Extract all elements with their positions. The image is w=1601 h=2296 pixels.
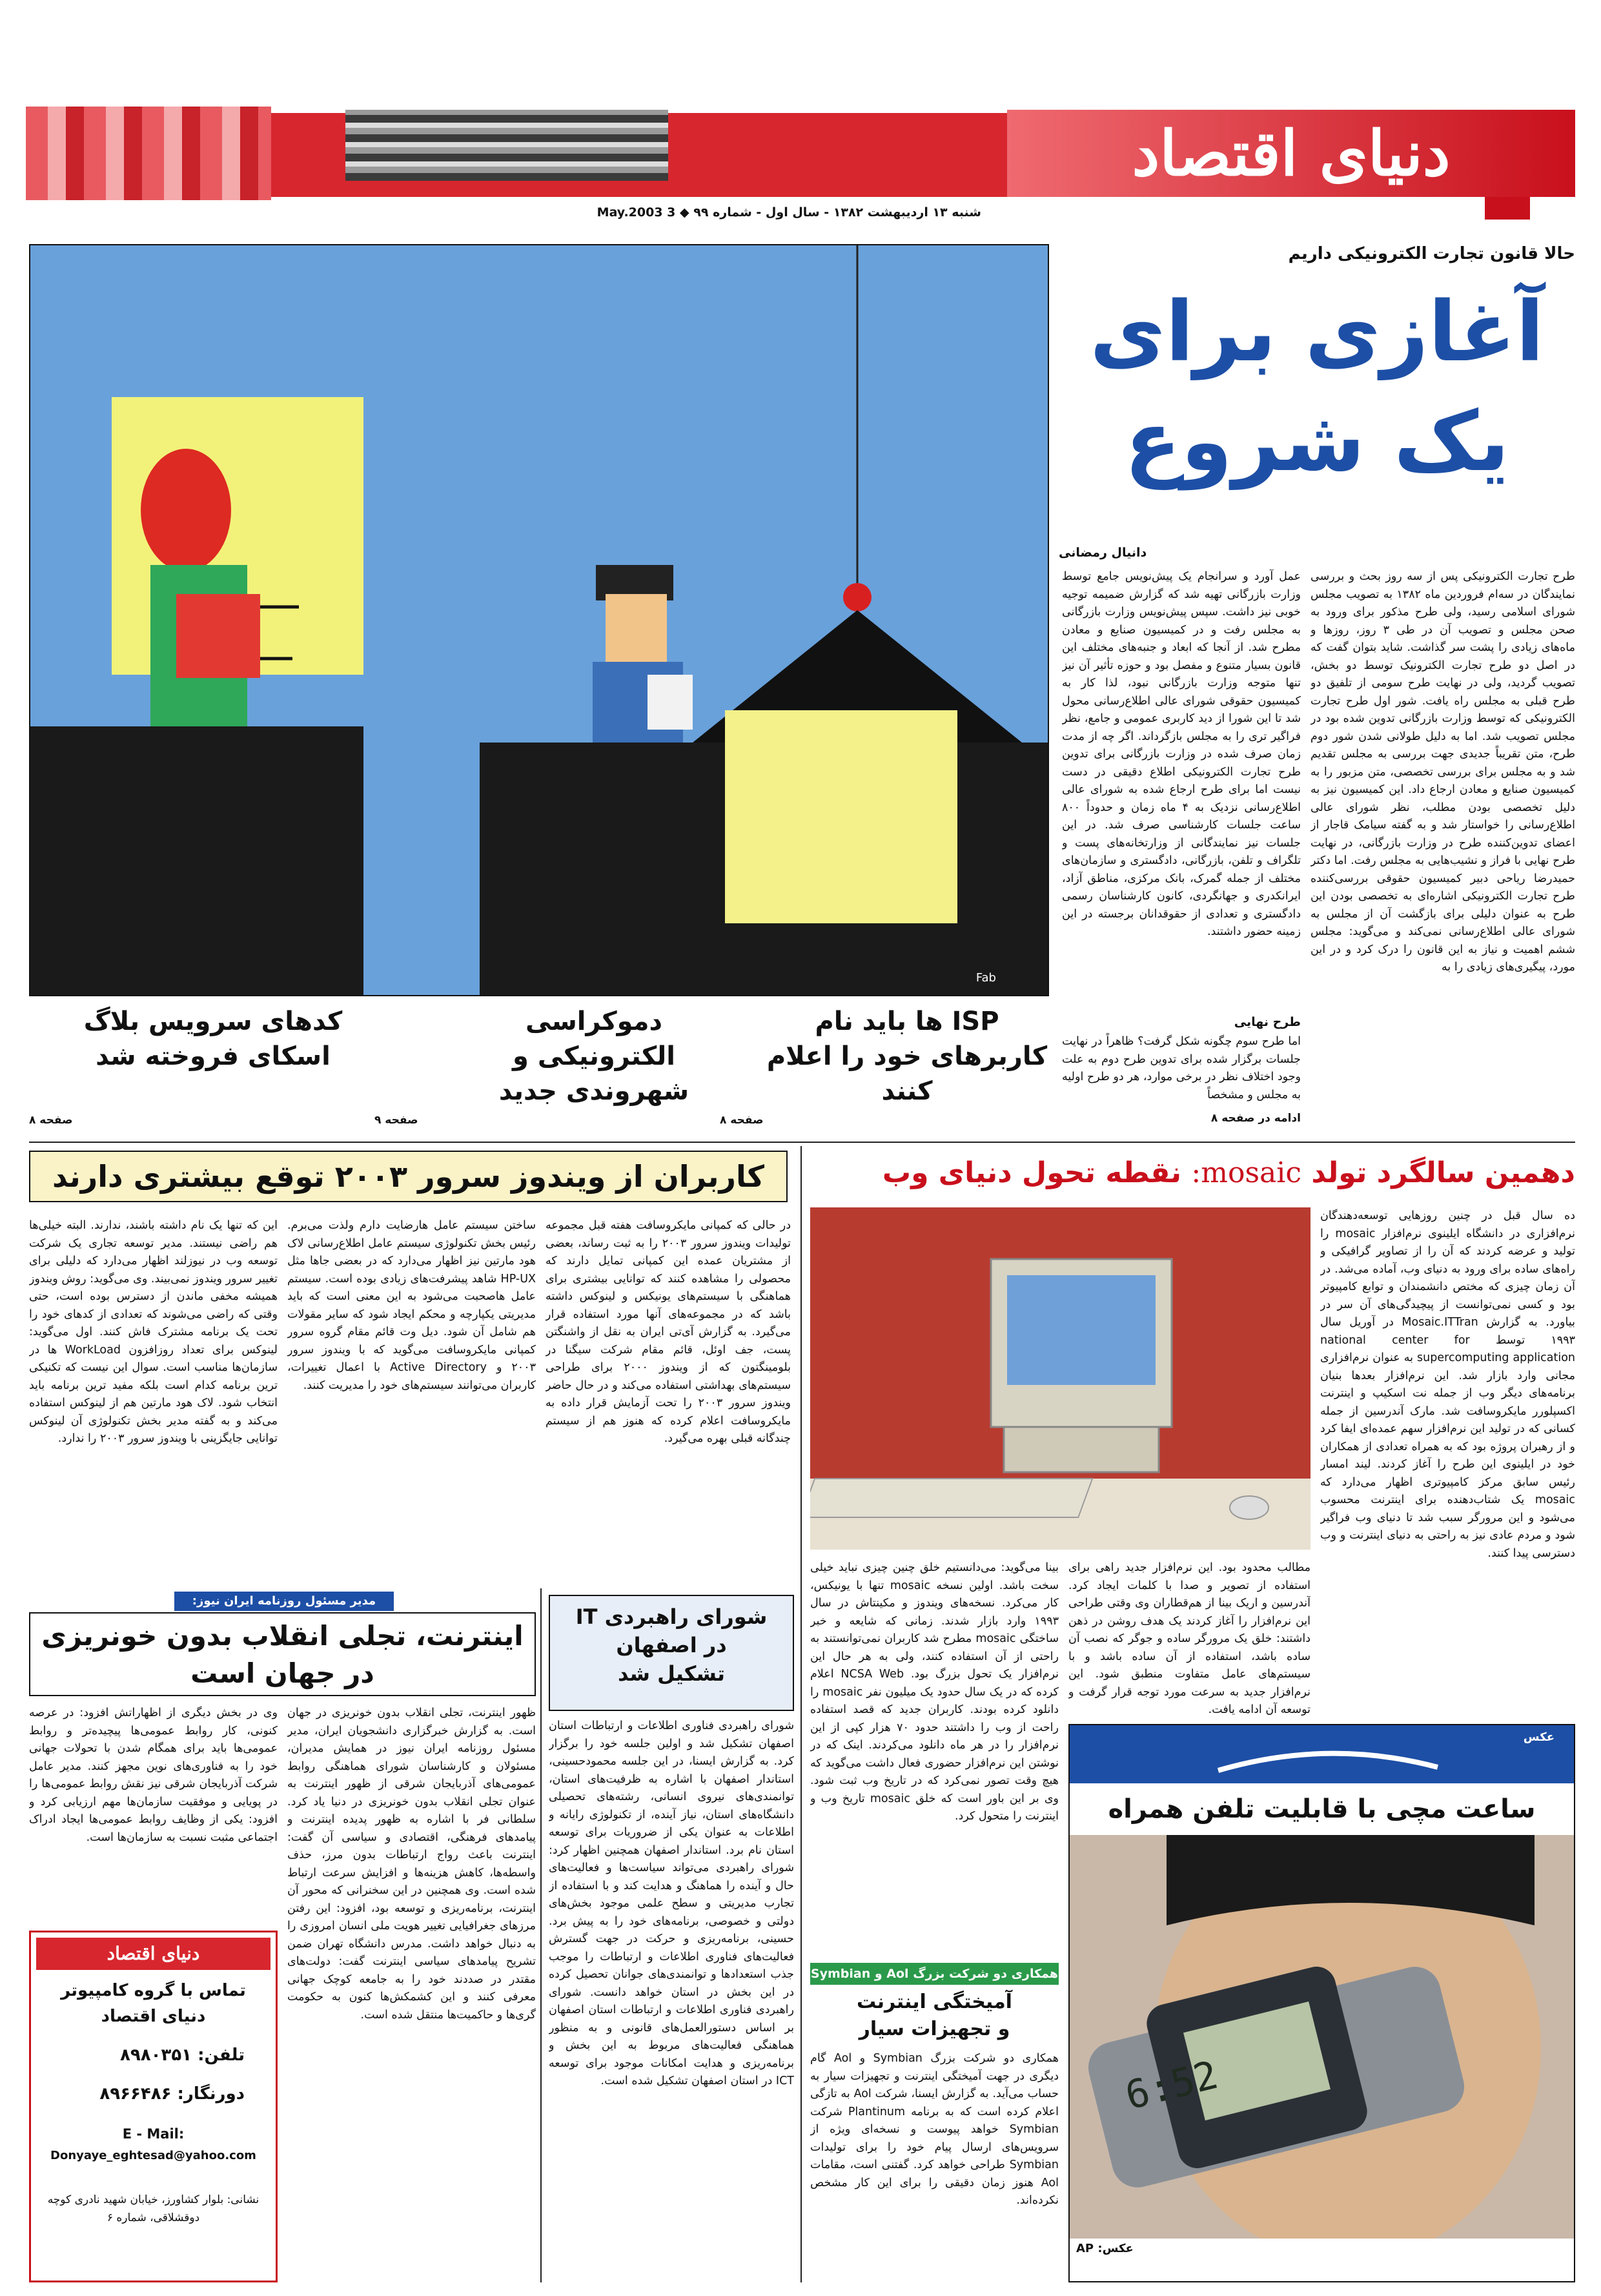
iran-news-headline — [29, 1612, 536, 1696]
contact-box — [29, 1931, 278, 2282]
figure-red-head — [141, 449, 231, 571]
lead-continued[interactable]: ادامه در صفحه ۸ — [1210, 1112, 1301, 1125]
watch-photo — [1070, 1835, 1574, 2239]
computer-keyboard — [810, 1479, 1092, 1517]
contact-title-line2: دنیای اقتصاد — [101, 2007, 206, 2026]
contact-address: نشانی: بلوار کشاورز، خیابان شهید نادری کوچه دوقشلاقی، شماره ۶ — [47, 2193, 260, 2224]
lead-subhead: طرح نهایی — [1234, 1015, 1301, 1029]
lead-col-left: عمل آورد و سرانجام یک پیش‌نویس جامع توسط وزارت بازرگانی تهیه شد که گزارش ضمیمه توجیه خوبی نیز داشت. سپس پیش‌نویس وزارت بازرگانی به مجلس رفت و در کمیسیون صنایع و معادن مطرح شد. از آنجا که ابعاد و جنبه‌های مختلف این قانون بسیار متنوع و مفصل بود و حوزه تأثیر آن نیز تنها متوجه وزارت بازرگانی نبود، لذا کار به کمیسیون حقوقی شورای عالی اطلاع‌رسانی محول شد تا این شورا از دید کاربری عمومی و جامع، نظر فراگیر تری را به مجلس بازگرداند. اگر چه از مدت زمان صرف شده در وزارت بازرگانی برای تدوین طرح تجارت الکترونیکی اطلاع دقیقی در دست نیست اما برای طرح ارجاع شده به شورای عالی اطلاع‌رسانی نزدیک به ۴ ماه زمان و حدوداً ۸۰۰ ساعت جلسات کارشناسی صرف شد. در این جلسات نیز نمایندگانی از وزارتخانه‌های پست و تلگراف و تلفن، بازرگانی، دادگستری و سازمان‌های مختلف از جمله گمرک، بانک مرکزی، مناطق آزاد، ایرانکدری و جهانگردی، کانون کارشناسان رسمی دادگستری و تعدادی از حقوقدانان برجسته در این زمینه حضور داشتند. — [1062, 570, 1301, 938]
dateline: شنبه ۱۳ اردیبهشت ۱۳۸۲ - سال اول - شماره ۹۹ ◆ 3 May.2003 — [597, 205, 981, 220]
teaser-democracy-title: دموکراسی الکترونیکی و شهروندی جدید — [498, 1007, 689, 1106]
figure-red-document — [176, 594, 260, 678]
computer-mouse — [1230, 1496, 1269, 1519]
lead-col-right: طرح تجارت الکترونیکی پس از سه روز بحث و بررسی نمایندگان در سه‌ام فروردین ماه ۱۳۸۲ به تصویب مجلس شورای اسلامی رسید، ولی طرح مذکور برای ورود به صحن مجلس و تصویب آن در طی ۳ روز، روزها و ماه‌های زیادی را پشت سر گذاشت. شاید بتوان گفت که در اصل دو طرح تجارت الکترونیک توسط دو بخش، تصویب گردید، ولی در نهایت طرح سومی از تلفیق دو طرح قبلی به مجلس راه یافت. شور اول طرح تجارت الکترونیکی که توسط وزارت بازرگانی تدوین شده بود در مجلس تصویب شد. اما به دلیل طولانی شدن شور دوم طرح، متن تقریباً جدیدی جهت بررسی به مجلس تقدیم شد و به مجلس برای بررسی تخصصی، متن مزبور را به کمیسیون صنایع و معادن ارجاع داد. این کمیسیون نیز به دلیل تخصصی بودن مطلب، نظر شورای عالی اطلاع‌رسانی را خواستار شد و به گفته سیامک قاجار از اعضای تدوین‌کننده طرح در وزارت بازرگانی، در نهایت طرح نهایی با فراز و نشیب‌هایی به مجلس رفت. اما دکتر حمیدرضا ریاحی دبیر کمیسیون حقوقی بررسی‌کننده طرح تجارت الکترونیکی اشاره‌ای به تخصصی بودن این طرح به عنوان دلیلی برای بازگشت آن از مجلس به شورای عالی اطلاع‌رسانی نمی‌کند و می‌گوید: مجلس ششم اهمیت و نیاز به این قانون را درک کرد و در این مورد، پیگیری‌های زیادی را به — [1310, 570, 1575, 974]
contact-email-label: E - Mail: — [122, 2126, 185, 2142]
mosaic-headline-prefix: دهمین سالگرد تولد — [1311, 1156, 1575, 1189]
lead-headline — [1059, 278, 1575, 549]
mosaic-photo-svg — [810, 1207, 1310, 1550]
contact-logo-text: دنیای اقتصاد — [107, 1943, 200, 1964]
lead-byline: دانیال رمضانی — [1059, 546, 1147, 560]
teaser-isp-page[interactable]: صفحه ۸ — [720, 1114, 764, 1127]
iran-news-headline-line1: اینترنت، تجلی انقلاب بدون خونریزی — [41, 1620, 524, 1652]
contact-fax: دورنگار: ۸۹۶۶۴۸۶ — [99, 2084, 245, 2104]
teaser-democracy[interactable] — [445, 1004, 742, 1136]
windows-col2: ساختن سیستم عامل هارضایت دارم ولذت می‌برم. رئیس بخش تکنولوژی سیستم عامل اطلاع‌رسانی لاک هود مارتین نیز اظهار می‌دارد که در بعضی جاها مثل HP-UX شاهد پیشرفت‌های زیادی بوده است. سیستم عامل هاصحبت می‌شود به این معنی است که باید مدیریتی یکپارچه و محکم ایجاد شود که سایر مقولات هم شامل آن شود. دیل وت قائم مقام گروه سرور کمپانی مایکروسافت می‌گوید که با ویندوز سرور ۲۰۰۳ و Active Directory با اعمال تغییرات، کاربران می‌توانند سیستم‌های خود را مدیریت کنند. — [287, 1219, 536, 1392]
iran-news-col1: ظهور اینترنت، تجلی انقلاب بدون خونریزی در جهان است. به گزارش خبرگزاری دانشجویان ایران، مدیر مسئول روزنامه ایران نیوز در همایش مدیران، مسئولان و کارشناسان شورای هماهنگی روابط عمومی‌های آذربایجان شرقی از ظهور اینترنت به عنوان تجلی انقلاب بدون خونریزی در دنیا یاد کرد. سلطانی فر با اشاره به ظهور پدیده اینترنت و پیامدهای فرهنگی، اقتصادی و سیاسی آن گفت: اینترنت باعث رواج ارتباطات بدون مرز، حذف واسطه‌ها، کاهش هزینه‌ها و افزایش سرعت ارتباط شده است. وی همچنین در این سخنرانی که محور آن اینترنت، برنامه‌ریزی و توسعه بود، افزود: این رفتن مرزهای جغرافیایی تغییر هویت ملی انسان امروزی را به دنبال خواهد داشت. مدرس دانشگاه تهران ضمن تشریح پیامدهای سیاسی اینترنت گفت: دولت‌های مقتدر در صددند خود را به جامعه کوچک جهانی معرفی کنند و این کشمکش‌ها کنون به حکومت گری‌ها و حاکمیت‌ها منتقل شده است. — [287, 1707, 536, 2022]
masthead — [0, 0, 1601, 239]
contact-email[interactable]: Donyaye_eghtesad@yahoo.com — [50, 2149, 256, 2162]
teaser-democracy-page[interactable]: صفحه ۹ — [374, 1114, 418, 1127]
figure-face — [606, 594, 667, 665]
mosaic-headline-suffix: نقطه تحول دنیای وب — [882, 1156, 1182, 1189]
red-bulb — [843, 583, 872, 611]
mosaic-headline — [810, 1151, 1575, 1196]
mosaic-headline-word: mosaic: — [1191, 1156, 1301, 1189]
contact-phone: تلفن: ۸۹۸۰۳۵۱ — [119, 2045, 245, 2065]
watch-box — [1068, 1724, 1575, 2282]
masthead-ad-block — [345, 110, 668, 181]
symbian-headline — [810, 1989, 1059, 2047]
lead-headline-line1: آغازی برای — [1090, 284, 1544, 380]
teaser-isp-title: ISP ها باید نام کاربرهای خود را اعلام کنند — [766, 1007, 1048, 1106]
iran-news-col2: وی در بخش دیگری از اظهاراتش افزود: در عرصه کنونی، کار روابط عمومی‌ها پیچیده‌تر و روابط عمومی‌ها باید برای همگام شدن با تحولات جهانی خود را به فناوری‌های نوین مجهز کنند. مدیر عامل شرکت آذربایجان شرقی نیز نقش روابط عمومی‌ها را در پویایی و موفقیت سازمان‌ها مهم ارزیابی کرد و افزود: یکی از وظایف روابط عمومی‌ها ایجاد ادراک اجتماعی مثبت نسبت به سازمان‌ها است. — [29, 1707, 278, 1844]
computer-case — [1004, 1427, 1159, 1472]
contact-logo-bar — [36, 1938, 270, 1970]
watch-display: 6:52 — [1121, 2052, 1223, 2119]
mosaic-col1: ده سال قبل در چنین روزهایی توسعه‌دهندگان نرم‌افزاری در دانشگاه ایلینوی نرم‌افزار mosaic را تولید و عرضه کردند که آن را از تصاویر گرافیکی و راه‌های ساده برای ورود به دنیای وب، آماده می‌شد. در آن زمان چیزی که مختص دانشمندان و توابع کامپیوتر بود و کسی نمی‌توانست از پیچیدگی‌های آن سر در بیاورد. به گزارش Mosaic.ITTran در آوریل سال ۱۹۹۳ توسط national center for supercomputing application به عنوان نرم‌افزاری مجانی وارد بازار شد. این نرم‌افزار بعدها بنیان برنامه‌های دیگر وب از جمله نت اسکیپ و اینترنت اکسپلورر مایکروسافت شد. مارک آندرسین از جمله کسانی که در تولید این نرم‌افزار سهم عمده‌ای ایفا کرد و از رهبران پروژه بود که به همراه تعدادی از همکاران خود در ایلینوی این طرح را آغاز کردند. لیند امسار رئیس سابق مرکز کامپیوتری اظهار می‌دارد که mosaic یک شتاب‌دهنده برای اینترنت محسوب می‌شود و این مرورگر سبب شد تا دنیای وب فراگیر شود و مردم عادی نیز به راحتی به دنیای اینترنت و وب دسترسی پیدا کنند. — [1320, 1209, 1575, 1560]
computer-screen — [1007, 1275, 1156, 1385]
mosaic-photo — [810, 1207, 1310, 1550]
symbian-headline-line1: آمیختگی اینترنت — [857, 1991, 1012, 2013]
symbian-bar: همکاری دو شرکت بزرگ Aol و Symbian — [810, 1963, 1059, 1985]
isfahan-headline-line1: شورای راهبردی IT — [575, 1604, 768, 1629]
lead-illustration — [29, 244, 1049, 996]
teaser-blog-page[interactable]: صفحه ۸ — [29, 1114, 73, 1127]
windows-headline: کاربران از ویندوز سرور ۲۰۰۳ توقع بیشتری دارند — [29, 1151, 788, 1202]
iran-news-headline-line2: در جهان است — [190, 1657, 374, 1689]
lead-kicker: حالا قانون تجارت الکترونیکی داریم — [1288, 244, 1575, 263]
illustration-svg — [29, 245, 1048, 996]
iran-news-label: مدیر مسئول روزنامه ایران نیوز: — [174, 1592, 394, 1611]
symbian-headline-line2: و تجهیزات سیار — [859, 2018, 1010, 2040]
teaser-blog-title: کدهای سرویس بلاگ اسکای فروخته شد — [83, 1007, 343, 1071]
masthead-left-logo — [26, 107, 271, 200]
windows-col3: این که تنها یک نام داشته باشند، ندارند. البته خیلی‌ها هم راضی نیستند. مدیر توسعه تجاری یک شرکت توسعه وب در نیوزلند اظهار می‌دارد که دلیلی برای تغییر سرور ویندوز نمی‌بیند. وی می‌گوید: روش ویندوز همیشه مخفی ماندن از دسترس بوده است، حتی وقتی که راضی می‌شوند که تعدادی از کدهای خود را تحت یک برنامه مشترک فاش کنند. اول می‌گوید: لینوکس برای تعداد روزافزون WorkLoad ها در سازمان‌ها مناسب است. سوال این نیست که تکنیکی ترین برنامه کدام است بلکه مفید ترین برنامه باید انتخاب شود. لاک هود مارتین هم از لینوکس استفاده می‌کند و به گفته مدیر بخش تکنولوژی آن لینوکس توانایی جایگزینی با ویندوز سرور ۲۰۰۳ را ندارد. — [29, 1219, 278, 1445]
divider-mosaic-windows — [800, 1146, 802, 2282]
lead-col-left-end: اما طرح سوم چگونه شکل گرفت؟ ظاهراً در نهایت جلسات برگزار شده برای تدوین طرح دوم به علت وجود اختلاف نظر در برخی موارد، هر دو طرح اولیه به مجلس و مشخصاً — [1062, 1035, 1301, 1102]
teaser-isp[interactable] — [759, 1004, 1055, 1136]
lead-headline-line2: یک شروع — [1124, 394, 1510, 490]
contact-title — [36, 1978, 270, 2036]
watch-swoosh — [1212, 1745, 1444, 1777]
masthead-logo-text: دنیای اقتصاد — [1132, 117, 1451, 190]
masthead-logo — [1007, 84, 1575, 220]
isfahan-headline — [549, 1595, 794, 1711]
illustration-signature: Fab — [975, 971, 996, 985]
isfahan-headline-line2: در اصفهان — [616, 1633, 727, 1657]
left-pillar — [29, 726, 363, 996]
watch-photo-svg — [1070, 1835, 1574, 2239]
symbian-body: همکاری دو شرکت بزرگ Symbian و Aol گام دیگری در جهت آمیختگی اینترنت و تجهیزات سیار به حساب می‌آید. به گزارش ایسنا، شرکت Aol به تازگی اعلام کرده است که به برنامه Plantinum شرکت Symbian خواهد پیوست و نسخه‌ای ویژه از سرویس‌های ارسال پیام خود را برای تولیدات Symbian طراحی خواهد کرد. گفتنی است، مقامات Aol هنوز زمان دقیقی را برای این کار مشخص نکرده‌اند. — [810, 2052, 1059, 2207]
watch-credit: عکس: AP — [1076, 2242, 1134, 2255]
watch-tag-bar — [1070, 1725, 1574, 1783]
isfahan-col1: شورای راهبردی فناوری اطلاعات و ارتباطات استان اصفهان تشکیل شد و اولین جلسه خود را برگزار کرد. به گزارش ایسنا، در این جلسه محمودحسینی، استاندار اصفهان با اشاره به ظرفیت‌های استان، توانمندی‌های نیروی انسانی، رشته‌های تحصیلی دانشگاه‌های استان، نیاز آینده، از تکنولوژی رایانه و اطلاعات به عنوان یکی از ضروریات برای توسعه استان نام برد. استاندار اصفهان همچنین اظهار کرد: شورای راهبردی می‌تواند سیاست‌ها و فعالیت‌های حال و آینده را هماهنگ و هدایت کند و با استفاده از تجارب مدیریتی و سطح علمی موجود بخش‌های دولتی و خصوصی، برنامه‌های خود را به پیش برد. حسینی، برنامه‌ریزی و حرکت در جهت گسترش فعالیت‌های فناوری اطلاعات و ارتباطات را موجب جذب استعدادها و توانمندی‌های جوانان تحصیل کرده در این بخش در استان خواهد دانست. شورای راهبردی فناوری اطلاعات و ارتباطات استان اصفهان بر اساس دستورالعمل‌های قانونی و به منظور هماهنگی فعالیت‌های مربوط به این بخش و برنامه‌ریزی و هدایت امکانات موجود برای توسعه ICT در استان اصفهان تشکیل شده است. — [549, 1719, 794, 2087]
windows-col1: در حالی که کمپانی مایکروسافت هفته قبل مجموعه تولیدات ویندوز سرور ۲۰۰۳ را به ثبت رساند، بعضی از مشتریان عمده این کمپانی تمایل دارند که محصولی را مشاهده کنند که توانایی بیشتری برای هماهنگی با سیستم‌های یونیکس و لینوکس داشته باشد که در مجموعه‌های آنها مورد استفاده قرار می‌گیرد. به گزارش آی‌تی ایران به نقل از واشنگتن پست، جف اوئل، قائم مقام شرکت سیگنا در بلومینگتون که از ویندوز ۲۰۰۰ برای طراحی سیستم‌های بهداشتی استفاده می‌کند و در حال حاضر ویندوز سرور ۲۰۰۳ را تحت آزمایش قرار داده به مایکروسافت اعلام کرده که هنوز هم از سیستم چندگانه قبلی بهره می‌گیرد. — [546, 1219, 791, 1445]
divider-isfahan — [540, 1588, 542, 2282]
divider-teasers — [29, 1142, 1575, 1143]
watch-headline: ساعت مچی با قابلیت تلفن همراه — [1108, 1794, 1536, 1824]
watch-tag: عکس — [1523, 1730, 1555, 1744]
isfahan-headline-line3: تشکیل شد — [618, 1661, 725, 1686]
contact-title-line1: تماس با گروه کامپیوتر — [61, 1981, 246, 2000]
mosaic-col3: بینا می‌گوید: می‌دانستیم خلق چنین چیزی نباید خیلی سخت باشد. اولین نسخه mosaic تنها با یونیکس، کار می‌کرد. نسخه‌های ویندوز و مکینتاش در سال ۱۹۹۳ وارد بازار شدند. زمانی که شایعه و خبر ساختگی mosaic مطرح شد کاربران نمی‌توانستند به راحتی از آن استفاده کنند، ولی به هر حال این نرم‌افزار یک تحول بزرگ بود. NCSA Web اعلام کرده که در یک سال حدود یک میلیون نفر mosaic را دانلود کرده بودند. کاربران جدید که قصد استفاده راحت از وب را داشتند حدود ۷۰ هزار کپی از این نرم‌افزار را در هر ماه دانلود می‌کردند. اینک که در نوشتن این نرم‌افزار حضوری فعال داشت می‌گوید که هیچ وقت تصور نمی‌کرد که در تاریخ وب ثبت شود. وی بر این باور است که خلق mosaic تاریخ وب و اینترنت را متحول کرد. — [810, 1561, 1059, 1823]
mosaic-col2: مطالب محدود بود. این نرم‌افزار جدید راهی برای استفاده از تصویر و صدا با کلمات ایجاد کرد. آندرسین و اریک بینا از هم‌قطاران وی وقتی طراحی این نرم‌افزار را آغاز کردند یک هدف روشن در ذهن داشتند: خلق یک مرورگر ساده و جوگر که نصب آن ساده باشد، استفاده از آن ساده باشد و با سیستم‌های عامل متفاوت منطبق شود. این نرم‌افزار جدید به سرعت مورد توجه قرار گرفت و توسعه آن ادامه یافت. — [1068, 1561, 1310, 1716]
house-wall — [725, 710, 957, 923]
